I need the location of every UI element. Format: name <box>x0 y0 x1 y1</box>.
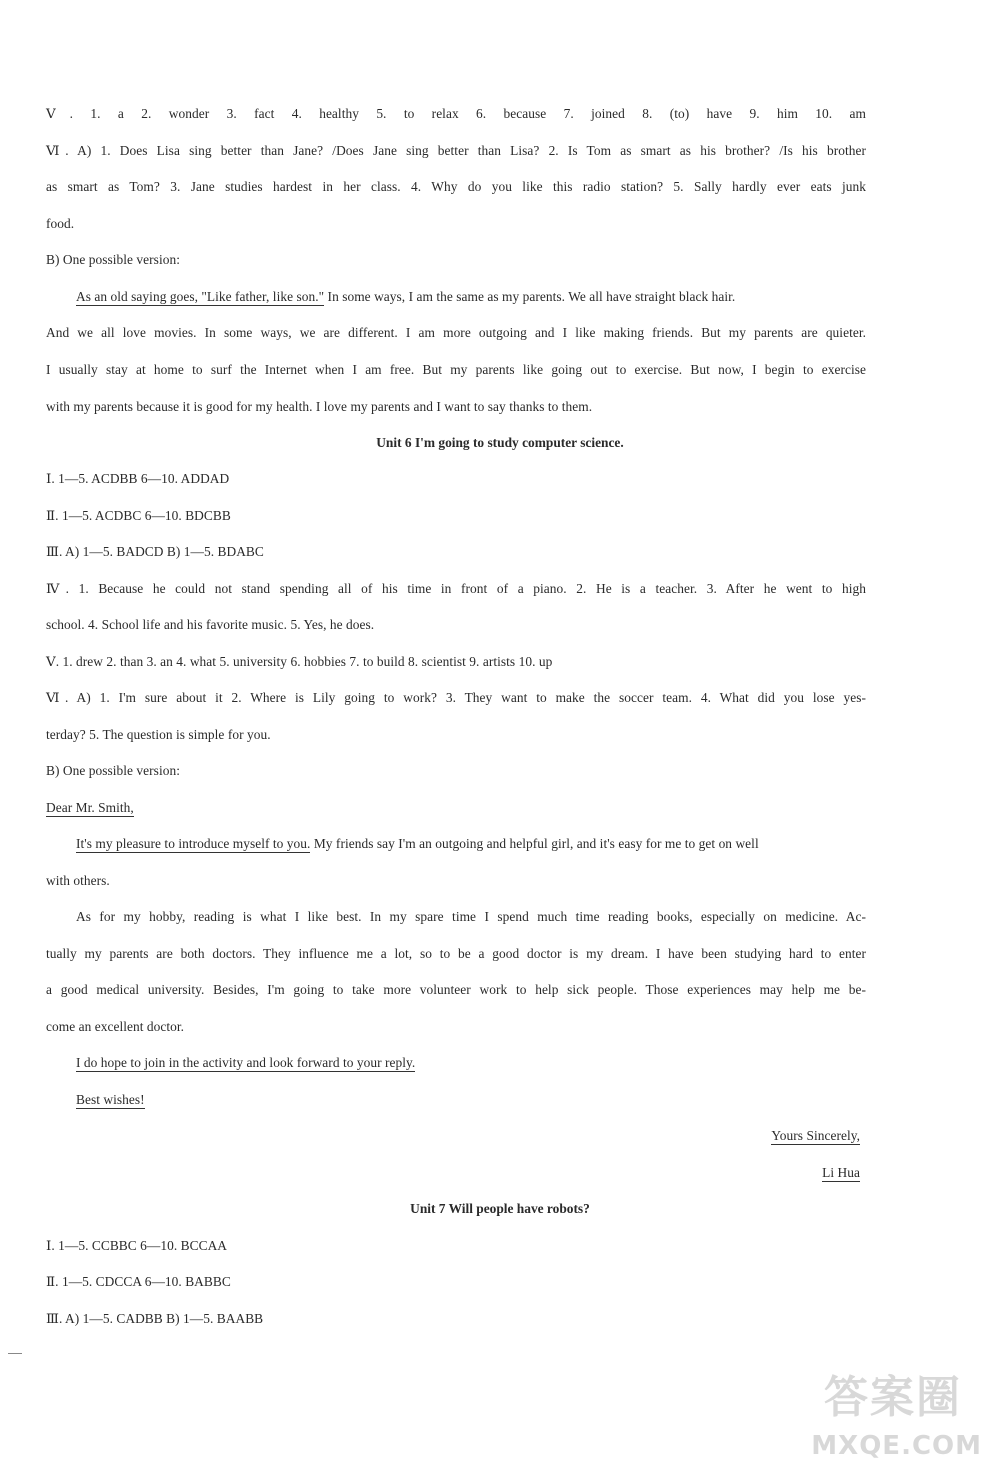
watermark-logo-text: 答案圈 <box>824 1372 962 1423</box>
answer-line: Ⅰ. 1—5. ACDBB 6—10. ADDAD <box>46 471 230 486</box>
answer-line: as smart as Tom? 3. Jane studies hardest in her class. 4. Why do you like this radio station? 5. Sally hardly ever eats junk <box>46 179 866 194</box>
essay-line: I usually stay at home to surf the Internet when I am free. But my parents like going out to exercise. But now, I begin to exercise <box>46 362 866 377</box>
letter-line: with others. <box>46 873 110 888</box>
watermark-logo <box>782 1361 982 1461</box>
essay-line: with my parents because it is good for my health. I love my parents and I want to say thanks to them. <box>46 399 593 414</box>
unit-7-heading: Unit 7 Will people have robots? <box>410 1201 590 1216</box>
underlined-phrase: As an old saying goes, "Like father, like son." <box>76 289 325 304</box>
letter-greeting <box>46 798 866 818</box>
unit-6-heading: Unit 6 I'm going to study computer science. <box>376 435 624 450</box>
watermark-url: MXQE.COM <box>811 1431 982 1461</box>
answer-line: Ⅰ. 1—5. CCBBC 6—10. BCCAA <box>46 1238 228 1253</box>
answer-line: B) One possible version: <box>46 763 180 778</box>
answer-line: school. 4. School life and his favorite music. 5. Yes, he does. <box>46 617 375 632</box>
underlined-phrase: It's my pleasure to introduce myself to you. <box>76 836 311 851</box>
essay-line: And we all love movies. In some ways, we are different. I am more outgoing and I like making friends. But my parents are quieter. <box>46 325 866 340</box>
answer-line: Ⅳ. 1. Because he could not stand spending all of his time in front of a piano. 2. He is a teacher. 3. After he went to high <box>46 581 866 596</box>
letter-signoff <box>771 1126 860 1146</box>
answer-line: food. <box>46 216 75 231</box>
answer-line: B) One possible version: <box>46 252 180 267</box>
essay-text: In some ways, I am the same as my parents. We all have straight black hair. <box>324 289 736 304</box>
letter-signature <box>822 1163 860 1183</box>
answer-line: Ⅵ. A) 1. Does Lisa sing better than Jane? /Does Jane sing better than Lisa? 2. Is Tom as smart as his brother? /Is his brother <box>46 143 866 158</box>
letter-line: As for my hobby, reading is what I like best. In my spare time I spend much time reading books, especially on medicine. Ac- <box>76 909 866 924</box>
underlined-phrase: Best wishes! <box>76 1092 145 1107</box>
underlined-phrase: Yours Sincerely, <box>771 1128 860 1143</box>
answer-line: Ⅱ. 1—5. CDCCA 6—10. BABBC <box>46 1274 231 1289</box>
letter-line: a good medical university. Besides, I'm going to take more volunteer work to help sick people. Those experiences may help me be- <box>46 982 866 997</box>
letter-line: tually my parents are both doctors. They influence me a lot, so to be a good doctor is my dream. I have been studying hard to enter <box>46 946 866 961</box>
answer-line: Ⅵ. A) 1. I'm sure about it 2. Where is Lily going to work? 3. They want to make the soccer team. 4. What did you lose yes- <box>46 690 866 705</box>
underlined-phrase: I do hope to join in the activity and look forward to your reply. <box>76 1055 416 1070</box>
letter-text: My friends say I'm an outgoing and helpful girl, and it's easy for me to get on well <box>310 836 759 851</box>
letter-line <box>76 834 866 854</box>
answer-line: terday? 5. The question is simple for you. <box>46 727 271 742</box>
answer-line: Ⅴ. 1. a 2. wonder 3. fact 4. healthy 5. to relax 6. because 7. joined 8. (to) have 9. him 10. am <box>46 106 866 121</box>
underlined-phrase: Dear Mr. Smith, <box>46 800 134 815</box>
answer-line: Ⅲ. A) 1—5. BADCD B) 1—5. BDABC <box>46 544 264 559</box>
letter-closing <box>76 1090 866 1110</box>
answer-line: Ⅴ. 1. drew 2. than 3. an 4. what 5. university 6. hobbies 7. to build 8. scientist 9. artists 10. up <box>46 654 553 669</box>
letter-line <box>76 1053 866 1073</box>
margin-mark <box>8 1353 22 1354</box>
essay-line <box>76 287 866 307</box>
answer-line: Ⅱ. 1—5. ACDBC 6—10. BDCBB <box>46 508 231 523</box>
answer-line: Ⅲ. A) 1—5. CADBB B) 1—5. BAABB <box>46 1311 264 1326</box>
underlined-phrase: Li Hua <box>822 1165 860 1180</box>
letter-line: come an excellent doctor. <box>46 1019 185 1034</box>
